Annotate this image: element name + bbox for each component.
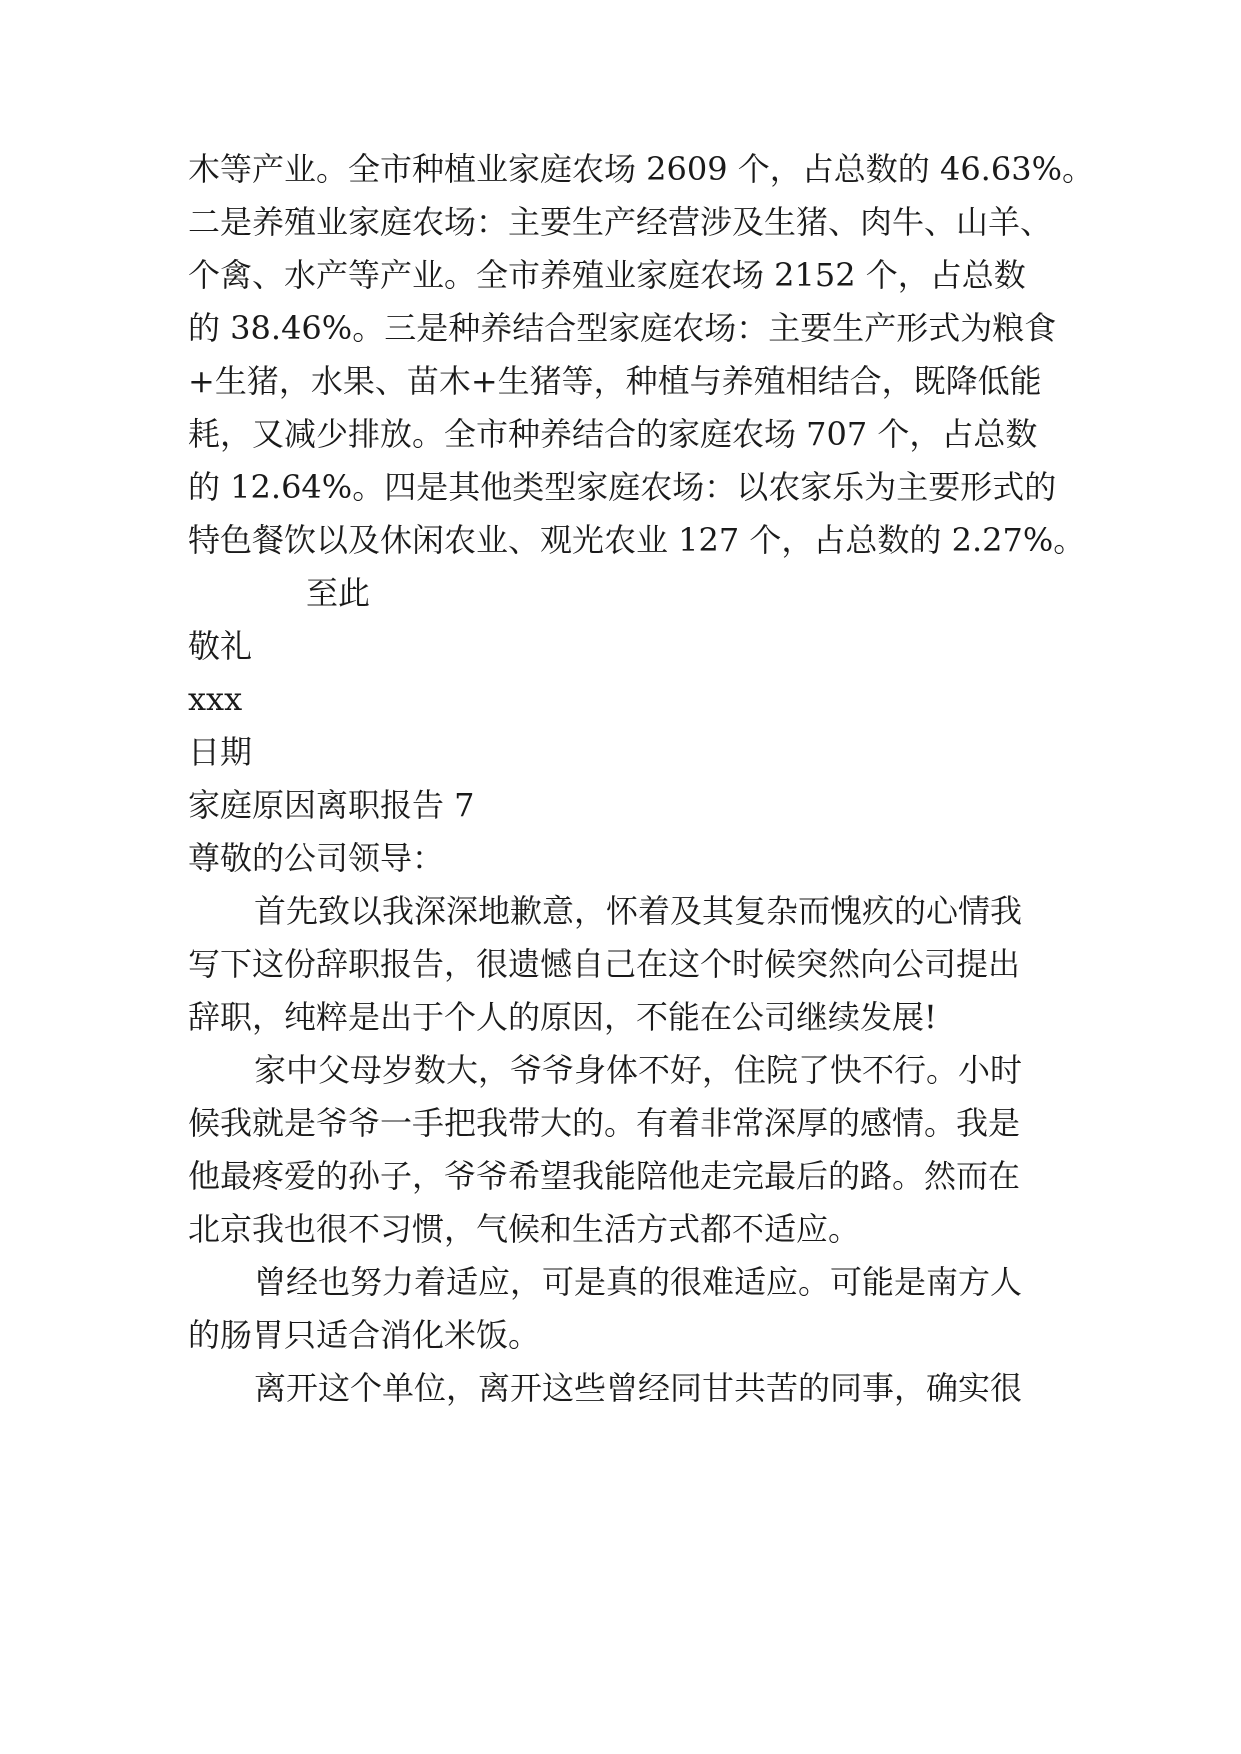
text-line: 家中父母岁数大，爷爷身体不好，住院了快不行。小时 — [254, 1051, 1023, 1089]
text-line: 耗，又减少排放。全市种养结合的家庭农场 707 个，占总数 — [188, 415, 1038, 453]
text-line: 的 12.64%。四是其他类型家庭农场：以农家乐为主要形式的 — [188, 468, 1057, 506]
closing-line: 至此 — [306, 574, 371, 612]
section-title: 家庭原因离职报告 7 — [188, 786, 475, 824]
text-line: 写下这份辞职报告，很遗憾自己在这个时候突然向公司提出 — [188, 945, 1021, 983]
text-line: 辞职，纯粹是出于个人的原因，不能在公司继续发展! — [188, 998, 937, 1036]
text-line: 北京我也很不习惯，气候和生活方式都不适应。 — [188, 1210, 861, 1248]
text-line: 候我就是爷爷一手把我带大的。有着非常深厚的感情。我是 — [188, 1104, 1021, 1142]
text-line: 个禽、水产等产业。全市养殖业家庭农场 2152 个，占总数 — [188, 256, 1026, 294]
text-line: 二是养殖业家庭农场：主要生产经营涉及生猪、肉牛、山羊、 — [188, 203, 1053, 241]
text-line: 他最疼爱的孙子，爷爷希望我能陪他走完最后的路。然而在 — [188, 1157, 1021, 1195]
text-line: 首先致以我深深地歉意，怀着及其复杂而愧疚的心情我 — [254, 892, 1023, 930]
text-line: 特色餐饮以及休闲农业、观光农业 127 个，占总数的 2.27%。 — [188, 521, 1086, 559]
text-line: 离开这个单位，离开这些曾经同甘共苦的同事，确实很 — [254, 1369, 1023, 1407]
text-line: 的 38.46%。三是种养结合型家庭农场：主要生产形式为粮食 — [188, 309, 1057, 347]
signature-name: xxx — [188, 680, 243, 718]
salutation: 敬礼 — [188, 627, 253, 665]
text-line: 曾经也努力着适应，可是真的很难适应。可能是南方人 — [254, 1263, 1023, 1301]
text-line: 的肠胃只适合消化米饭。 — [188, 1316, 541, 1354]
greeting: 尊敬的公司领导： — [188, 839, 445, 877]
text-line: +生猪，水果、苗木+生猪等，种植与养殖相结合，既降低能 — [188, 362, 1042, 400]
date-label: 日期 — [188, 733, 253, 771]
text-line: 木等产业。全市种植业家庭农场 2609 个，占总数的 46.63%。 — [188, 150, 1094, 188]
